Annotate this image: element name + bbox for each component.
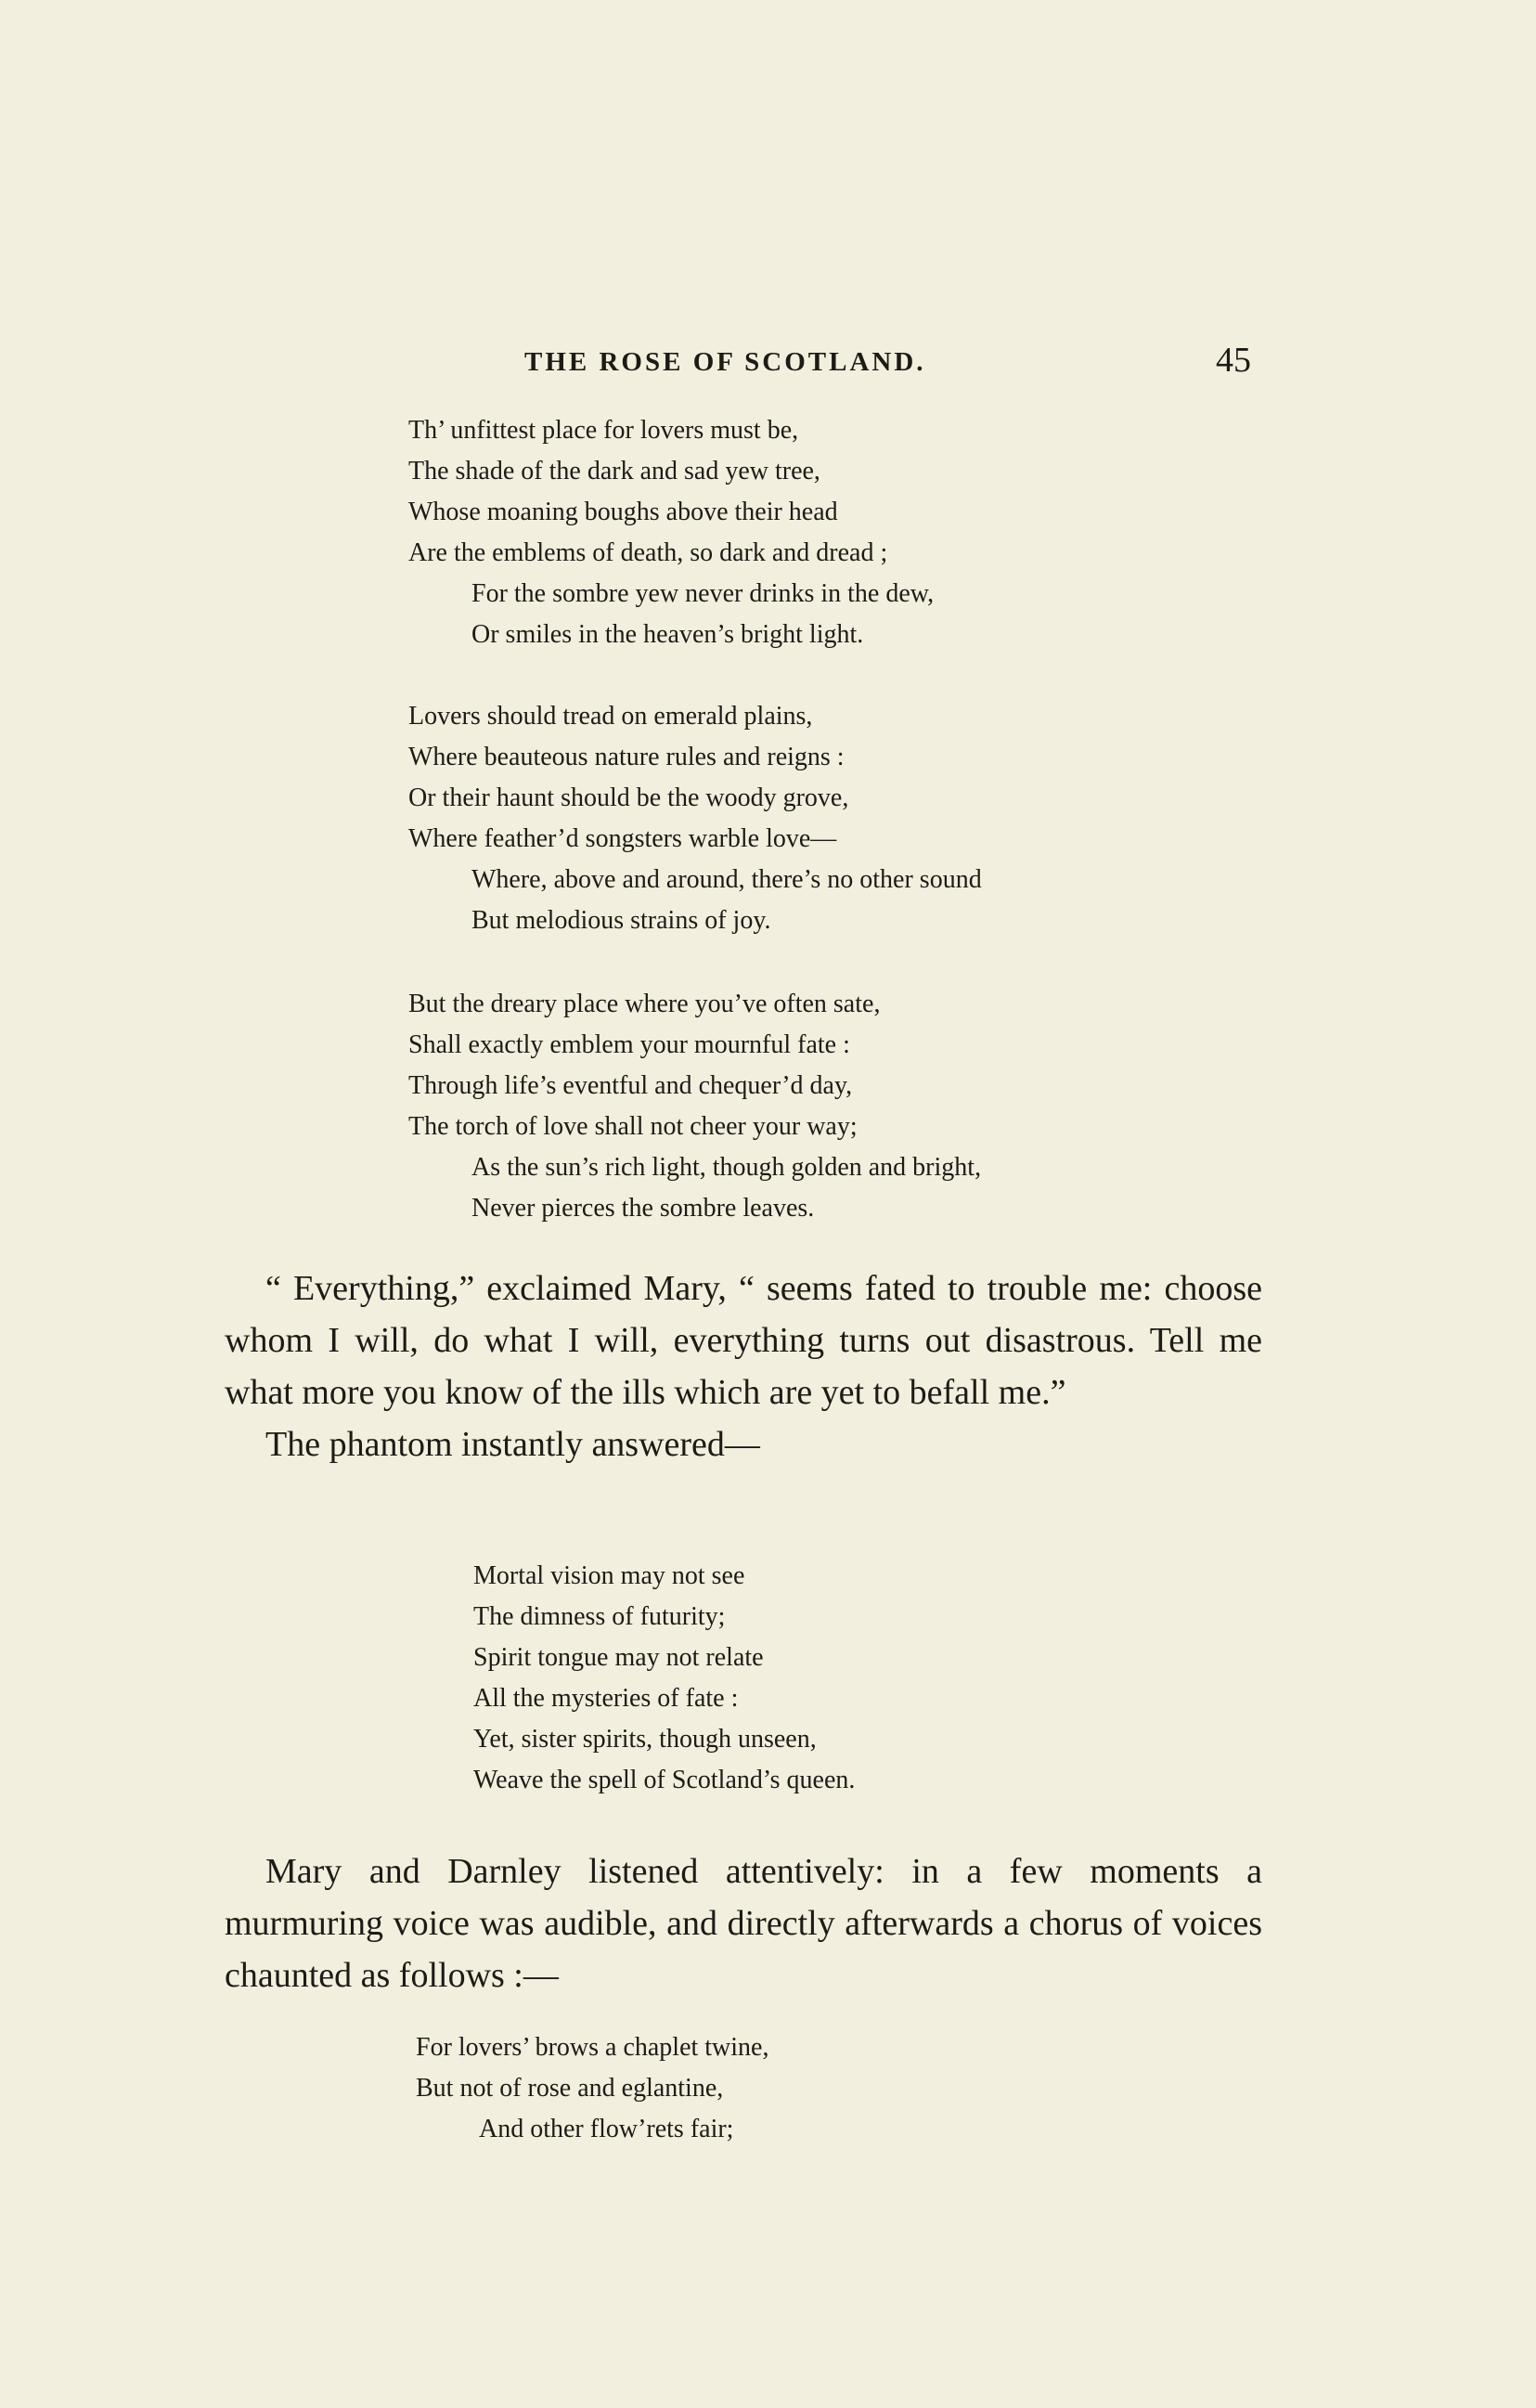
verse-line: As the sun’s rich light, though golden and bright, — [471, 1153, 982, 1182]
verse-line: Shall exactly emblem your mournful fate : — [408, 1030, 850, 1059]
verse-line: Are the emblems of death, so dark and dread ; — [408, 538, 888, 567]
verse-line: Or their haunt should be the woody grove, — [408, 783, 849, 812]
verse-line: The dimness of futurity; — [473, 1602, 726, 1631]
page-number: 45 — [1216, 341, 1251, 380]
verse-line: Yet, sister spirits, though unseen, — [473, 1725, 817, 1754]
verse-line: But melodious strains of joy. — [471, 906, 771, 935]
paragraph: “ Everything,” exclaimed Mary, “ seems fated to trouble me: choose whom I will, do what I will, everything turns out disastrous. Tell me what more you know of the ills which are yet to befall me.” — [225, 1269, 1262, 1412]
running-title: THE ROSE OF SCOTLAND. — [524, 347, 926, 377]
verse-line: Whose moaning boughs above their head — [408, 498, 838, 526]
verse-line: For lovers’ brows a chaplet twine, — [416, 2033, 769, 2062]
stanza-phantom — [473, 1556, 1309, 1801]
verse-line: Spirit tongue may not relate — [473, 1643, 764, 1672]
verse-line: But not of rose and eglantine, — [416, 2074, 724, 2103]
verse-line: Th’ unfittest place for lovers must be, — [408, 416, 799, 445]
verse-line: Or smiles in the heaven’s bright light. — [471, 620, 864, 649]
paragraph: The phantom instantly answered— — [265, 1425, 760, 1464]
verse-line: Mortal vision may not see — [473, 1561, 745, 1590]
prose-block-1 — [225, 1262, 1262, 1470]
paragraph: Mary and Darnley listened attentively: in a few moments a murmuring voice was audible, and directly afterwards a chorus of voices chaunted as follows :— — [225, 1852, 1262, 1995]
prose-block-2 — [225, 1845, 1262, 2001]
stanza-chorus — [416, 2027, 1251, 2150]
verse-line: All the mysteries of fate : — [473, 1684, 739, 1713]
verse-line: Lovers should tread on emerald plains, — [408, 702, 813, 731]
stanza-2 — [408, 696, 1244, 941]
verse-line: Never pierces the sombre leaves. — [471, 1194, 815, 1223]
verse-line: Where beauteous nature rules and reigns : — [408, 743, 845, 771]
verse-line: Weave the spell of Scotland’s queen. — [473, 1766, 856, 1794]
verse-line: Through life’s eventful and chequer’d day, — [408, 1071, 853, 1100]
stanza-1 — [408, 410, 1244, 655]
verse-line: The torch of love shall not cheer your way; — [408, 1112, 858, 1141]
verse-line: Where, above and around, there’s no other sound — [471, 865, 982, 894]
verse-line: But the dreary place where you’ve often sate, — [408, 990, 881, 1018]
verse-line: Where feather’d songsters warble love— — [408, 824, 837, 853]
verse-line: And other flow’rets fair; — [479, 2115, 734, 2143]
verse-line: The shade of the dark and sad yew tree, — [408, 457, 820, 485]
verse-line: For the sombre yew never drinks in the dew, — [471, 579, 935, 608]
stanza-3 — [408, 984, 1244, 1229]
